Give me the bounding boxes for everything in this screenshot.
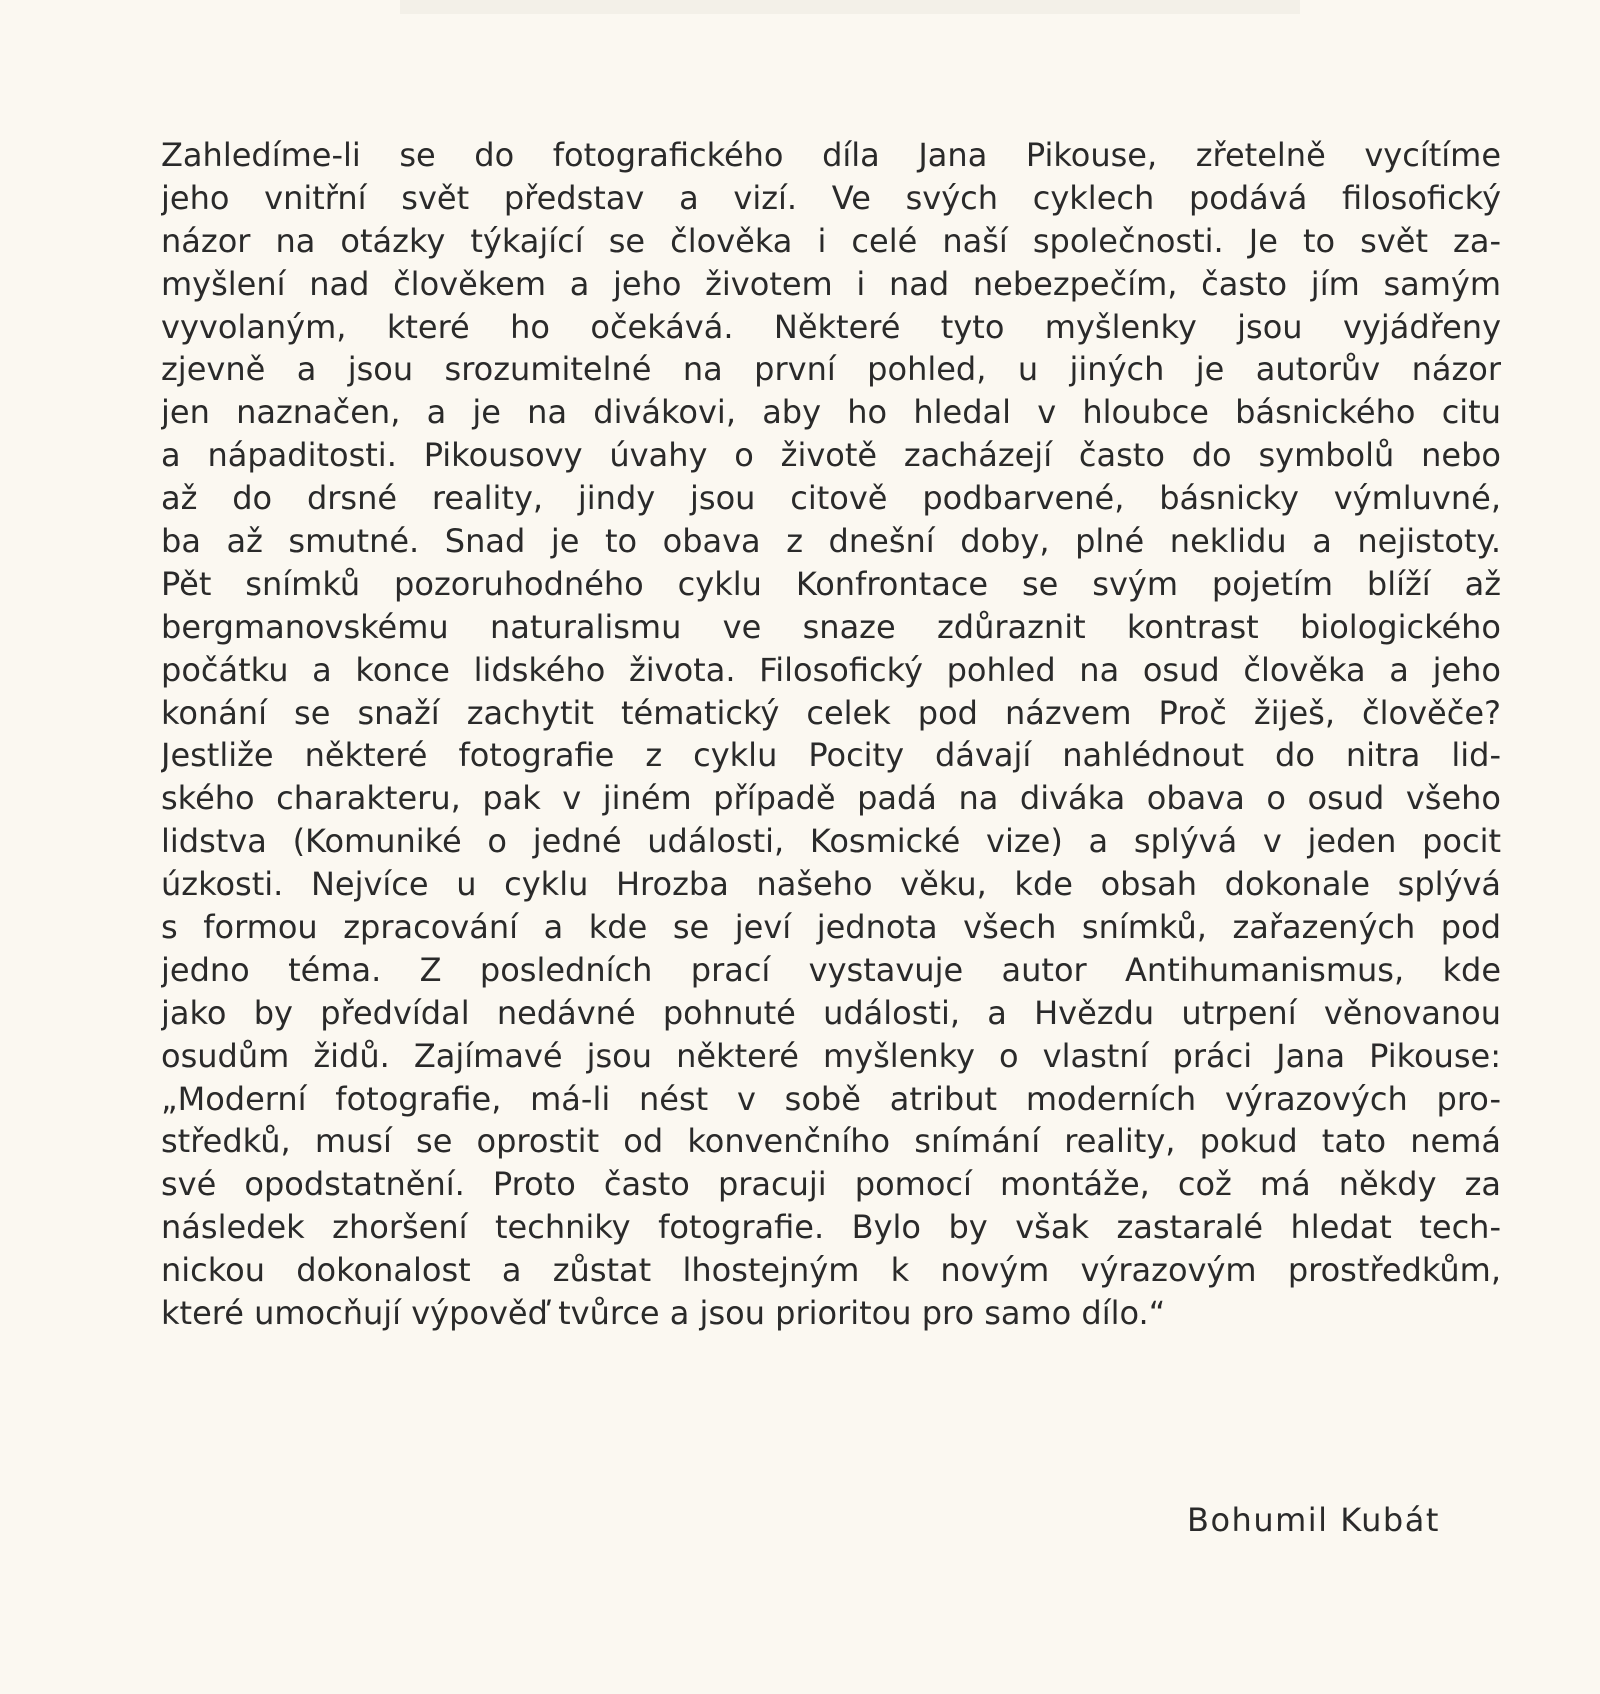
- text-line: Pět snímků pozoruhodného cyklu Konfrontace se svým pojetím blíží až: [161, 564, 1501, 603]
- text-line: počátku a konce lidského života. Filosofický pohled na osud člověka a jeho: [161, 650, 1501, 689]
- text-line: až do drsné reality, jindy jsou citově podbarvené, básnicky výmluvné,: [161, 479, 1501, 518]
- author-signature: Bohumil Kubát: [1187, 1501, 1440, 1539]
- text-line: Zahledíme-li se do fotografického díla Jana Pikouse, zřetelně vycítíme: [161, 136, 1501, 174]
- article-body: [161, 134, 1501, 1335]
- text-line: lidstva (Komuniké o jedné události, Kosmické vize) a splývá v jeden pocit: [161, 822, 1501, 861]
- text-line: „Moderní fotografie, má-li nést v sobě atribut moderních výrazových pro-: [161, 1079, 1501, 1118]
- text-line: jako by předvídal nedávné pohnuté události, a Hvězdu utrpení věnovanou: [161, 993, 1501, 1032]
- text-line: osudům židů. Zajímavé jsou některé myšlenky o vlastní práci Jana Pikouse:: [161, 1036, 1501, 1075]
- text-line: které umocňují výpověď tvůrce a jsou prioritou pro samo dílo.“: [161, 1294, 1166, 1333]
- text-line: ského charakteru, pak v jiném případě padá na diváka obava o osud všeho: [161, 779, 1501, 818]
- text-line: následek zhoršení techniky fotografie. Bylo by však zastaralé hledat tech-: [161, 1208, 1501, 1247]
- text-line: své opodstatnění. Proto často pracuji pomocí montáže, což má někdy za: [161, 1165, 1501, 1204]
- text-line: názor na otázky týkající se člověka i celé naší společnosti. Je to svět za-: [161, 221, 1501, 260]
- text-line: ba až smutné. Snad je to obava z dnešní doby, plné neklidu a nejistoty.: [161, 522, 1501, 561]
- text-line: středků, musí se oprostit od konvenčního snímání reality, pokud tato nemá: [161, 1122, 1501, 1161]
- text-line: konání se snaží zachytit tématický celek pod názvem Proč žiješ, člověče?: [161, 693, 1501, 732]
- text-line: úzkosti. Nejvíce u cyklu Hrozba našeho věku, kde obsah dokonale splývá: [161, 865, 1501, 904]
- text-line: vyvolaným, které ho očekává. Některé tyto myšlenky jsou vyjádřeny: [161, 307, 1501, 346]
- text-line: myšlení nad člověkem a jeho životem i nad nebezpečím, často jím samým: [161, 264, 1501, 303]
- text-line: jeho vnitřní svět představ a vizí. Ve svých cyklech podává filosofický: [161, 178, 1501, 217]
- text-line: nickou dokonalost a zůstat lhostejným k novým výrazovým prostředkům,: [161, 1251, 1501, 1290]
- text-line: s formou zpracování a kde se jeví jednota všech snímků, zařazených pod: [161, 908, 1501, 947]
- text-line: zjevně a jsou srozumitelné na první pohled, u jiných je autorův názor: [161, 350, 1501, 389]
- text-line: a nápaditosti. Pikousovy úvahy o životě zacházejí často do symbolů nebo: [161, 436, 1501, 475]
- text-line: Jestliže některé fotografie z cyklu Pocity dávají nahlédnout do nitra lid-: [161, 736, 1501, 775]
- text-line: jedno téma. Z posledních prací vystavuje autor Antihumanismus, kde: [161, 950, 1501, 989]
- text-line: jen naznačen, a je na divákovi, aby ho hledal v hloubce básnického citu: [161, 393, 1501, 432]
- text-line: bergmanovskému naturalismu ve snaze zdůraznit kontrast biologického: [161, 607, 1501, 646]
